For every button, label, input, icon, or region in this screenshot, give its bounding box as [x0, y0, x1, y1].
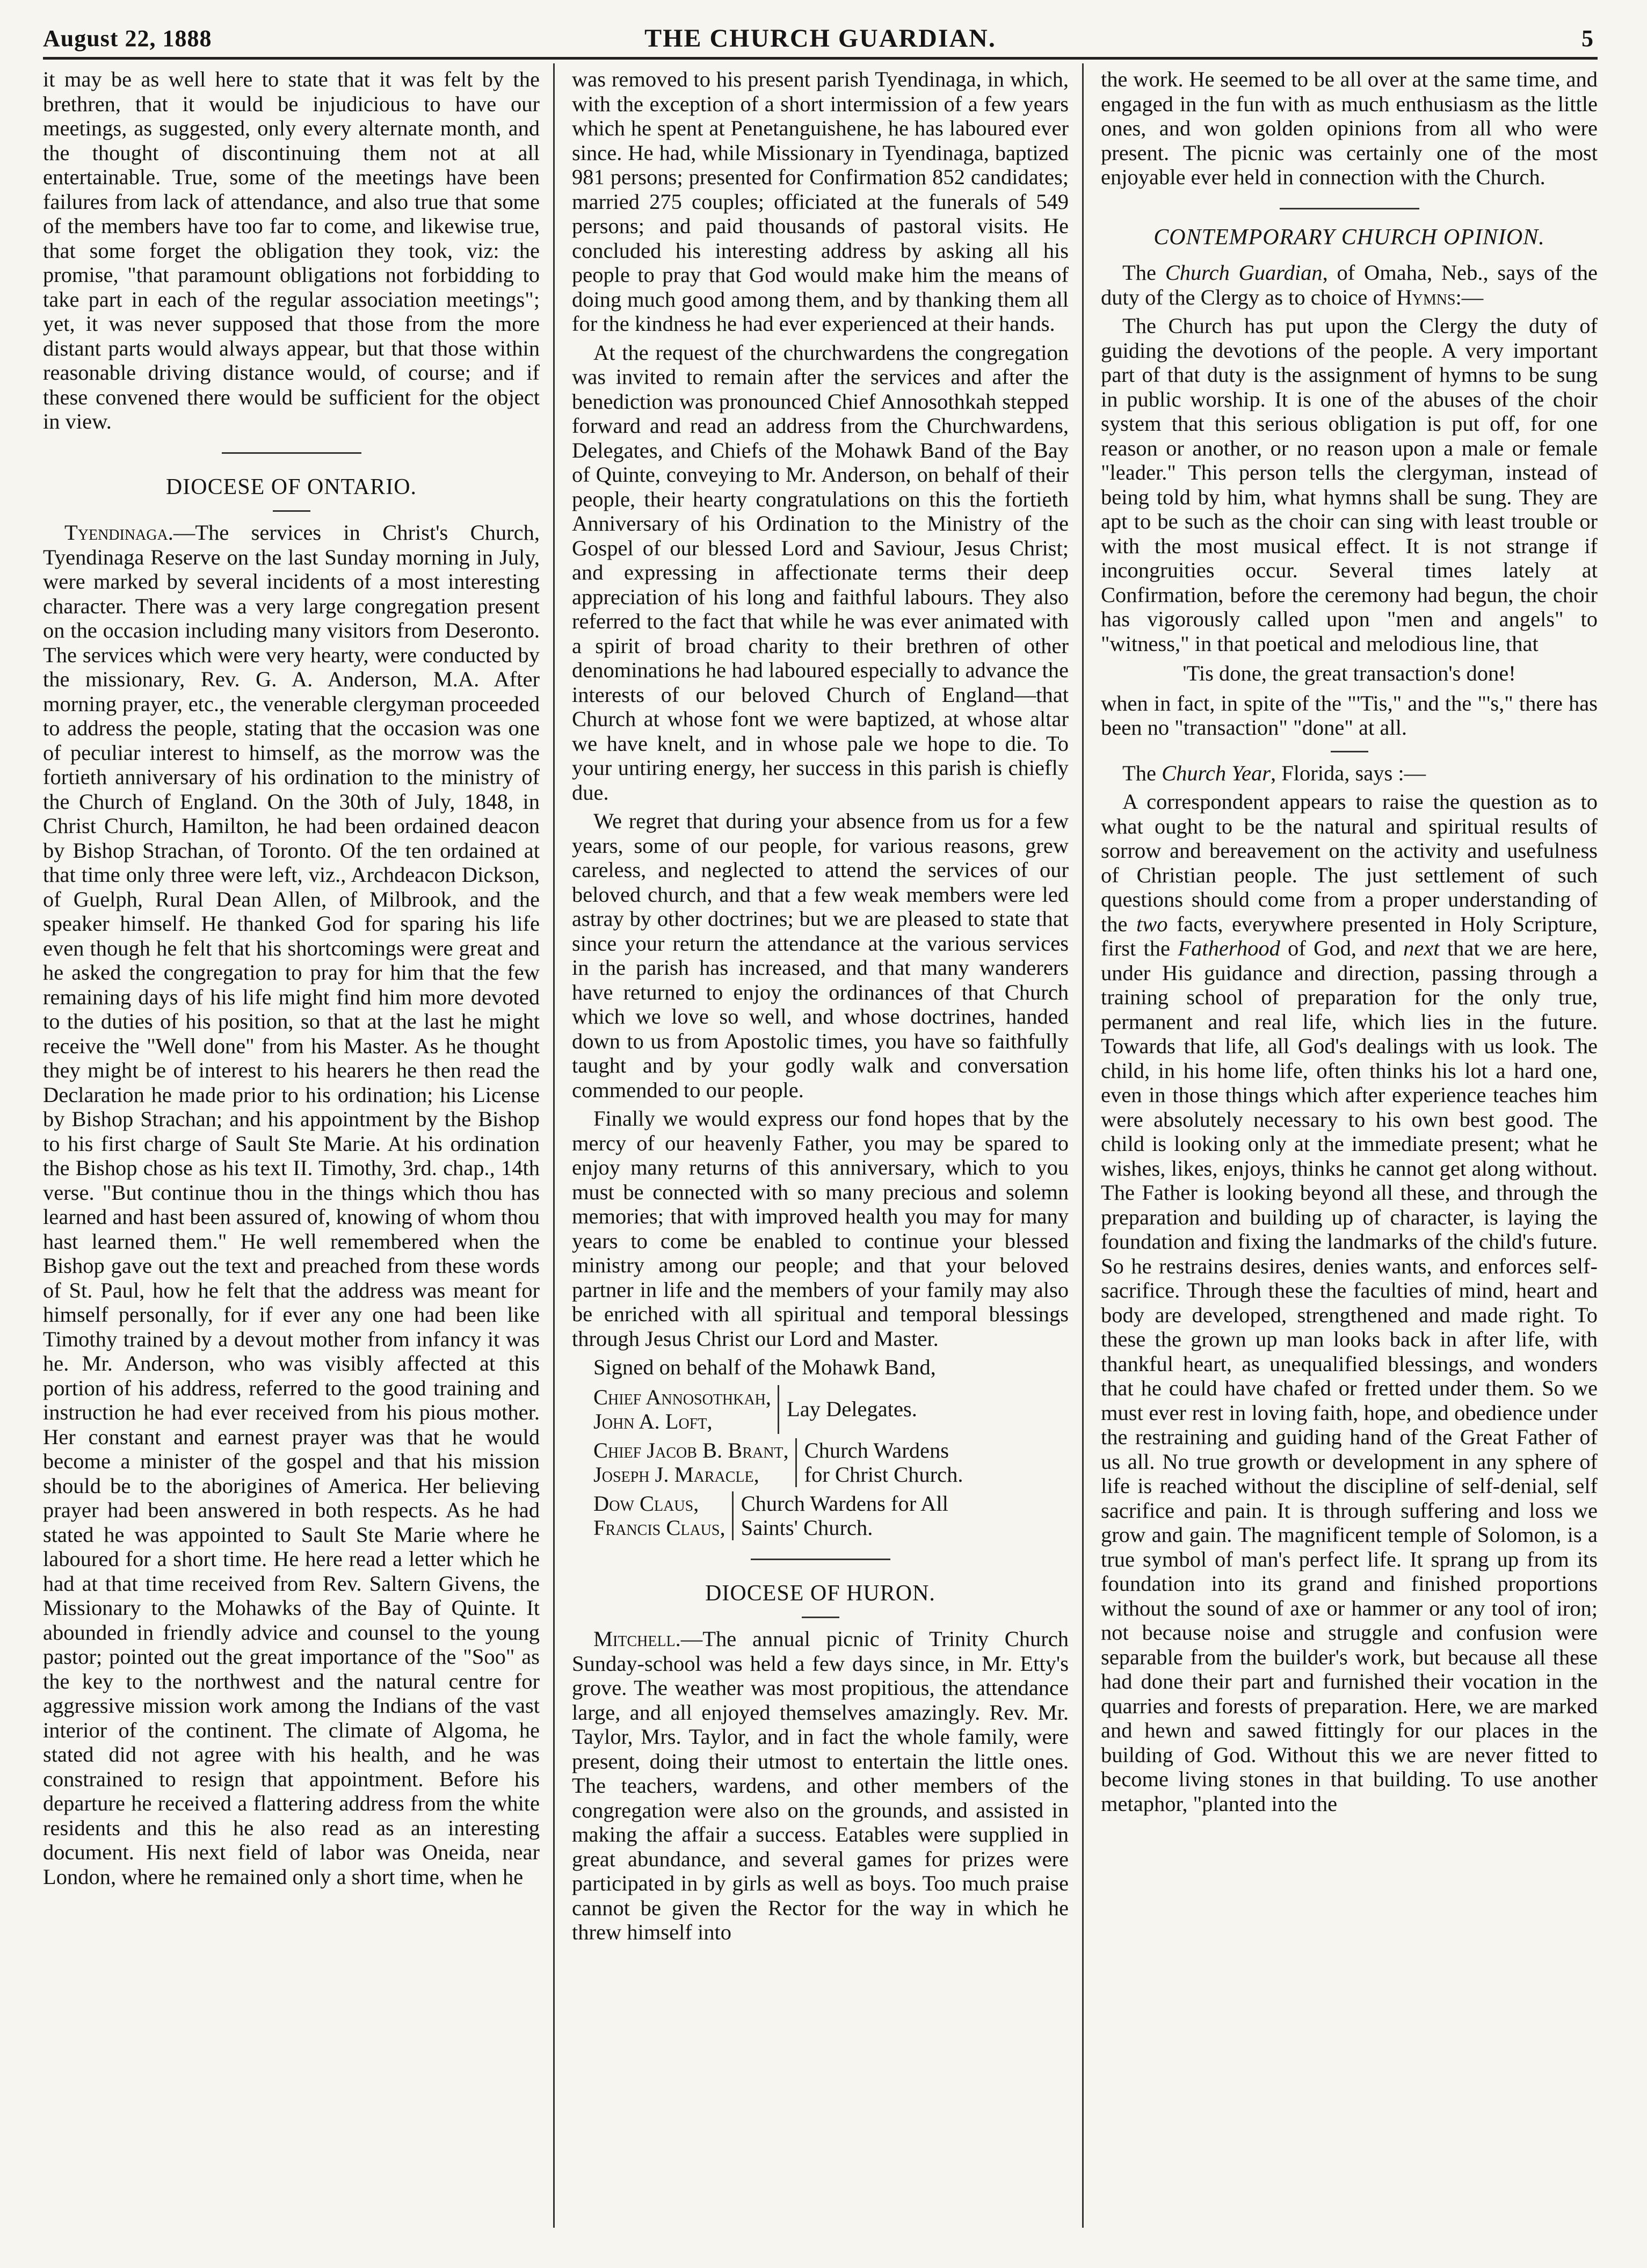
heading-underline	[273, 510, 310, 512]
paragraph-correspondent: A correspondent appears to raise the question as to what ought to be the natural and spiritual results of sorrow and bereavement on the activity and usefulness of Christian people. The just settlement of such questions should come from a proper understanding of the two facts, everywhere presented in Holy Scripture, first the Fatherhood of God, and next that we are here, under His guidance and direction, passing through a training school of preparation for the only true, permanent and real life, which lies in the future. Towards that life, all God's dealings with us look. The child, in his home life, often thinks his lot a hard one, even in those things which after experience teaches him were absolutely necessary to his own best good. The child is looking only at the immediate present; what he wishes, likes, enjoys, thinks he cannot get along without. The Father is looking beyond all these, and through the preparation and building up of character, is laying the foundation and fixing the landmarks of the child's future. So he restrains desires, denies wants, and enforces self-sacrifice. Through these the faculties of mind, heart and body are developed, strengthened and made right. To these the grown up man looks back in after life, with thankful heart, as unequalified blessings, and wonders that he could have chafed or fretted under them. So we must ever rest in loving faith, hope, and obedience under the restraining and guiding hand of the Great Father of us all. No true growth or development in any sphere of life is reached without the discipline of self-denial, self sacrifice and pain. It is through suffering and loss we grow and gain. The magnificent temple of Solomon, is a true symbol of man's perfect life. It sprang up from its foundation into its grand and finished proportions without the sound of axe or hammer or any tool of iron; not because noise and struggle and confusion were separable from the builder's work, but because all these had done their part and furnished their vocation in the quarries and forests of preparation. Here, we are marked and hewn and sawed fittingly for our places in the building of God. Without this we are never fitted to become living stones in that building. To use another metaphor, "planted into the	[1101, 789, 1598, 1816]
quoted-hymn-line: 'Tis done, the great transaction's done!	[1182, 661, 1516, 685]
heading-diocese-ontario: DIOCESE OF ONTARIO.	[165, 474, 417, 499]
signer-name: Joseph J. Maracle,	[593, 1462, 759, 1487]
signer-role: Saints' Church.	[741, 1516, 873, 1540]
paragraph-mitchell-cont: the work. He seemed to be all over at the same time, and engaged in the fun with as much enthusiasm as the little ones, and won golden opinions from all who were present. The picnic was certainly one of the most enjoyable ever held in connection with the Church.	[1101, 67, 1598, 189]
issue-date: August 22, 1888	[43, 25, 212, 52]
paragraph-church-year-intro: The Church Year, Florida, says :—	[1122, 760, 1426, 785]
paper-name: Church Year	[1162, 760, 1271, 785]
column-2	[572, 67, 1069, 2231]
place-name-tyendinaga: Tyendinaga.	[64, 520, 173, 545]
paper-name: Church Guardian	[1165, 260, 1323, 285]
column-3	[1101, 67, 1598, 2231]
signer-name: Chief Jacob B. Brant,	[593, 1438, 789, 1462]
paragraph-mitchell-text: —The annual picnic of Trinity Church Sunday-school was held a few days since, in Mr. Etty's grove. The weather was most propitious, the attendance large, and all enjoyed themselves amazingly. Rev. Mr. Taylor, Mrs. Taylor, and in fact the whole family, were present, doing their utmost to entertain the little ones. The teachers, wardens, and other members of the congregation were also on the grounds, and assisted in making the affair a success. Eatables were supplied in great abundance, and several games for prizes were participated in by girls as well as boys. Too much praise cannot be given the Rector for the way in which he threw himself into	[572, 1627, 1069, 1944]
heading-underline	[802, 1617, 839, 1618]
masthead	[43, 20, 1598, 60]
paragraph-mitchell	[572, 1627, 1069, 1945]
signer-role: Lay Delegates.	[786, 1397, 917, 1422]
section-divider	[222, 452, 361, 454]
paragraph-request: At the request of the churchwardens the congregation was invited to remain after the services and after the benediction was pronounced Chief Annosothkah stepped forward and read an address from the Churchwardens, Delegates, and Chiefs of the Mohawk Band of the Bay of Quinte, conveying to Mr. Anderson, on behalf of their people, their hearty congratulations on this the fortieth Anniversary of his Ordination to the Ministry of the Gospel of our blessed Lord and Saviour, Jesus Christ; and expressing in affectionate terms their deep appreciation of his long and faithful labours. They also referred to the fact that while he was ever animated with a spirit of broad charity to their brethren of other denominations he had laboured especially to advance the interests of our beloved Church of England—that Church at whose font we were baptized, at whose altar we have knelt, and in whose pale we hope to die. To your untiring energy, her success in this parish is chiefly due.	[572, 340, 1069, 805]
newspaper-title: THE CHURCH GUARDIAN.	[644, 24, 996, 53]
signature-all-saints	[593, 1491, 1069, 1540]
signer-role: Church Wardens for All	[741, 1491, 948, 1516]
section-divider	[751, 1559, 890, 1560]
page-number: 5	[1581, 25, 1593, 52]
heading-contemporary-opinion: CONTEMPORARY CHURCH OPINION.	[1153, 224, 1545, 250]
signer-role: for Christ Church.	[804, 1462, 963, 1487]
column-1	[43, 67, 540, 2231]
column-rule-2	[1082, 63, 1084, 2228]
signer-role: Church Wardens	[804, 1438, 949, 1462]
paragraph-tyendinaga-text: —The services in Christ's Church, Tyendinaga Reserve on the last Sunday morning in July, were marked by several incidents of a most interesting character. There was a very large congregation present on the occasion including many visitors from Deseronto. The services which were very hearty, were conducted by the missionary, Rev. G. A. Anderson, M.A. After morning prayer, etc., the venerable clergyman proceeded to address the people, stating that the occasion was one of peculiar interest to himself, as the morrow was the fortieth anniversary of his ordination to the ministry of the Church of England. On the 30th of July, 1848, in Christ Church, Hamilton, he had been ordained deacon by Bishop Strachan, of Toronto. Of the ten ordained at that time only three were left, viz., Archdeacon Dickson, of Guelph, Rural Dean Allen, of Milbrook, and the speaker himself. He thanked God for sparing his life even though he felt that his shortcomings were great and he asked the congregation to pray for him that the few remaining days of his life might find him more devoted to the duties of his position, so that at the last he might receive the "Well done" from his Master. As he thought they might be of interest to his hearers he then read the Declaration he made prior to his ordination; his License by Bishop Strachan; and his appointment by the Bishop to his first charge of Sault Ste Marie. At his ordination the Bishop chose as his text II. Timothy, 3rd. chap., 14th verse. "But continue thou in the things which thou has learned and hast been assured of, knowing of whom thou hast learned them." He well remembered when the Bishop gave out the text and preached from these words of St. Paul, how he felt that the address was meant for himself personally, for if ever any one had been like Timothy trained by a devout mother from infancy it was he. Mr. Anderson, who was visibly affected at this portion of his address, referred to the good training and instruction he had ever received from his pious mother. Her constant and earnest prayer was that he would become a minister of the gospel and that his mission should be to the aborigines of America. Her believing prayer had been answered in both respects. As he had stated he was appointed to Sault Ste Marie where he laboured for a short time. He here read a letter which he had at that time received from Rev. Saltern Givens, the Missionary to the Mohawks of the Bay of Quinte. It abounded in friendly advice and counsel to the young pastor; pointed out the great importance of the "Soo" as the key to the northwest and the natural centre for aggressive mission work among the Indians of the vast interior of the continent. The climate of Algoma, he stated did not agree with his health, and he was constrained to resign that appointment. Before his departure he received a flattering address from the white residents and this he also read as an interesting document. His next field of labor was Oneida, near London, where he remained only a short time, when he	[43, 520, 540, 1889]
signature-christ-church	[593, 1438, 1069, 1487]
paragraph-tyendinaga	[43, 520, 540, 1889]
paragraph-meetings: it may be as well here to state that it was felt by the brethren, that it would be injudicious to have our meetings, as suggested, only every alternate month, and the thought of discontinuing them not at all entertainable. True, some of the meetings have been failures from lack of attendance, and also true that some of the members have too far to come, and likewise true, that some forget the obligation they took, viz: the promise, "that paramount obligations not forbidding to take part in each of the regular association meetings"; yet, it was never supposed that those from the more distant parts would always appear, but that those within reasonable driving distance would, of course; and if these convened there would be sufficient for the object in view.	[43, 67, 540, 433]
paragraph-regret: We regret that during your absence from us for a few years, some of our people, for various reasons, grew careless, and neglected to attend the services of our beloved church, and that a few weak members were led astray by other doctrines; but we are pleased to state that since your return the attendance at the various services in the parish has increased, and that many wanderers have returned to enjoy the ordinances of that Church which we love so well, and whose doctrines, handed down to us from Apostolic times, you have so faithfully taught and by your godly walk and conversation commended to our people.	[572, 809, 1069, 1102]
paragraph-finally: Finally we would express our fond hopes that by the mercy of our heavenly Father, you may be spared to enjoy many returns of this anniversary, which to you must be connected with so many precious and solemn memories; that with improved health you may for many years to come be enabled to continue your blessed ministry among our people; and that your beloved partner in life and the members of your family may also be enriched with all spiritual and temporal blessings through Jesus Christ our Lord and Master.	[572, 1106, 1069, 1351]
paragraph-transaction: when in fact, in spite of the "'Tis," and the "'s," there has been no "transaction" "done" at all.	[1101, 691, 1598, 740]
paragraph-hymns: The Church has put upon the Clergy the duty of guiding the devotions of the people. A very important part of that duty is the assignment of hymns to be sung in public worship. It is one of the abuses of the choir system that this serious obligation is put off, for one reason or another, or no reason upon a male or female "leader." This person tells the clergyman, instead of being told by him, what hymns shall be sung. They are apt to be such as the choir can sing with least trouble or with the most musical effect. It is not strange if incongruities occur. Several times lately at Confirmation, before the ceremony had begun, the choir has vigorously called upon "men and angels" to "witness," in that poetical and melodious line, that	[1101, 314, 1598, 656]
signer-name: Chief Annosothkah,	[593, 1385, 771, 1409]
place-name-mitchell: Mitchell.	[593, 1627, 681, 1651]
paragraph-omaha-intro: The Church Guardian, of Omaha, Neb., says of the duty of the Clergy as to choice of Hymns:—	[1101, 260, 1598, 309]
signer-name: Dow Claus,	[593, 1491, 699, 1516]
section-divider	[1331, 751, 1368, 752]
signatures	[593, 1385, 1069, 1540]
signed-line: Signed on behalf of the Mohawk Band,	[593, 1355, 936, 1379]
signature-lay-delegates	[593, 1385, 1069, 1434]
signer-name: Francis Claus,	[593, 1516, 725, 1540]
heading-diocese-huron: DIOCESE OF HURON.	[705, 1581, 935, 1606]
section-divider	[1280, 208, 1419, 209]
paragraph-tyendinaga-cont: was removed to his present parish Tyendinaga, in which, with the exception of a short intermission of a few years which he spent at Penetanguishene, he has laboured ever since. He had, while Missionary in Tyendinaga, baptized 981 persons; presented for Confirmation 852 candidates; married 275 couples; officiated at the funerals of 549 persons; and paid thousands of pastoral visits. He concluded his interesting address by asking all his people to pray that God would make him the means of doing much good among them, and by thanking them all for the kindness he had ever experienced at their hands.	[572, 67, 1069, 336]
column-rule-1	[553, 63, 555, 2228]
signer-name: John A. Loft,	[593, 1409, 713, 1433]
